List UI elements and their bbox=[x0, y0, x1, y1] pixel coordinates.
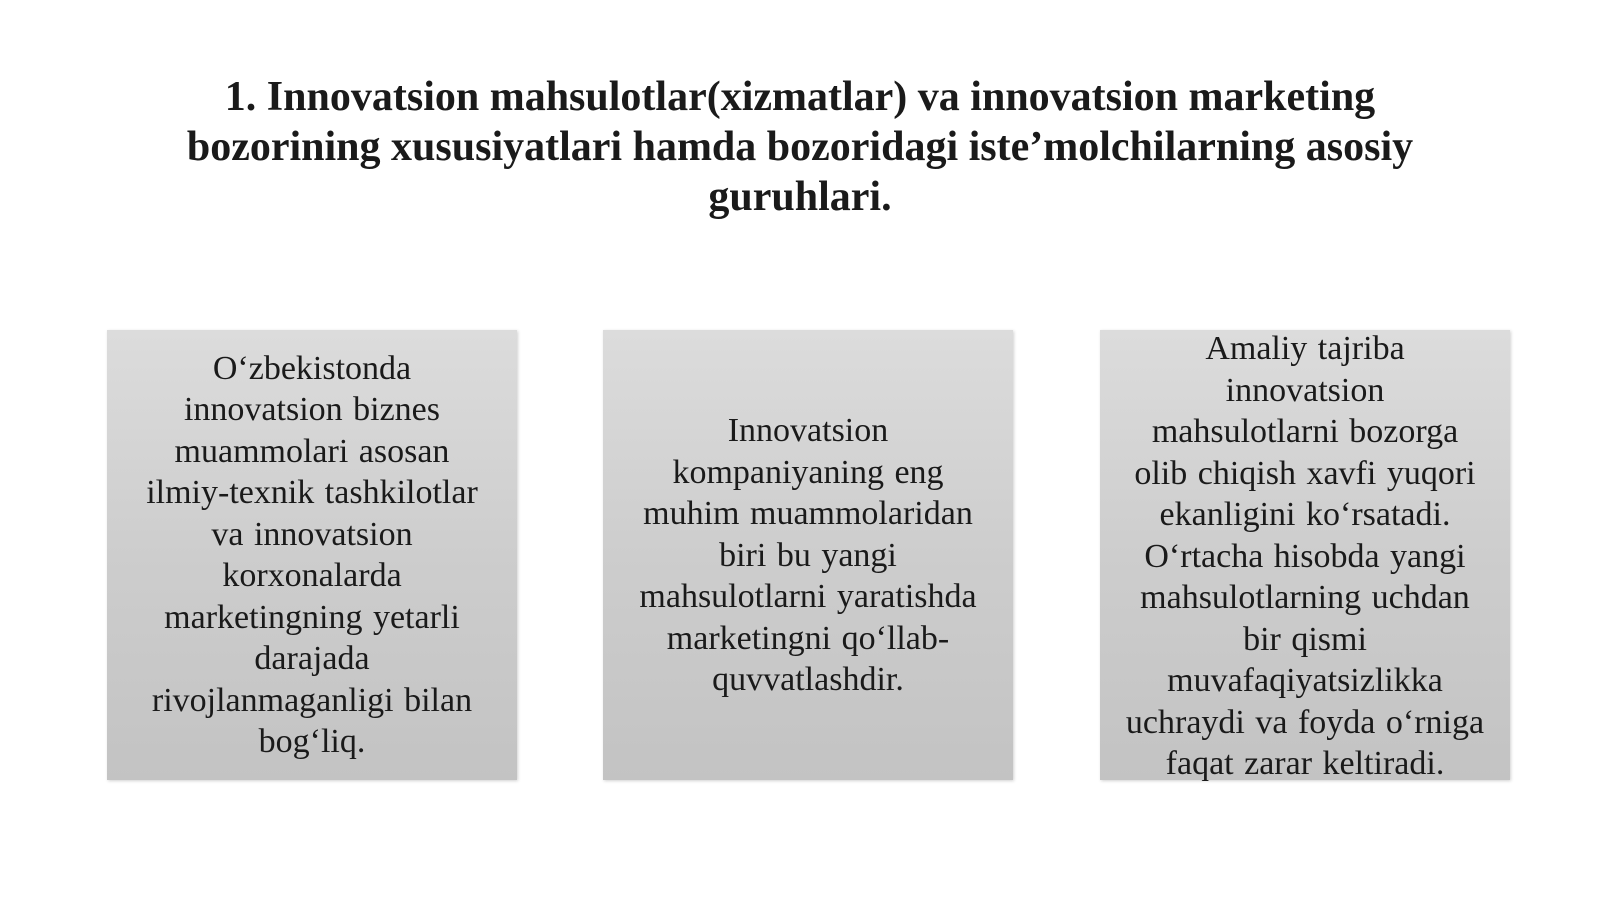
slide-title: 1. Innovatsion mahsulotlar(xizmatlar) va innovatsion marketing bozorining xususiyatlari hamda bozoridagi iste’molchilarning asosiy guruhlari. bbox=[186, 74, 1414, 220]
text-card-business-problems bbox=[107, 330, 517, 780]
card-text: O‘zbekistonda innovatsion biznes muammolari asosan ilmiy-texnik tashkilotlar va innovatsion korxonalarda marketingning yetarli darajada rivojlanmaganligi bilan bog‘liq. bbox=[146, 349, 478, 760]
card-text: Amaliy tajriba innovatsion mahsulotlarni bozorga olib chiqish xavfi yuqori ekanligini ko‘rsatadi. O‘rtacha hisobda yangi mahsulotlarning uchdan bir qismi muvafaqiyatsizlikka uchraydi va foyda o‘rniga faqat zarar keltiradi. bbox=[1125, 330, 1485, 782]
text-card-practical-experience bbox=[1100, 330, 1510, 780]
card-text: Innovatsion kompaniyaning eng muhim muammolaridan biri bu yangi mahsulotlarni yaratishda marketingni qo‘llab- quvvatlashdir. bbox=[639, 412, 977, 698]
text-card-key-problem bbox=[603, 330, 1013, 780]
